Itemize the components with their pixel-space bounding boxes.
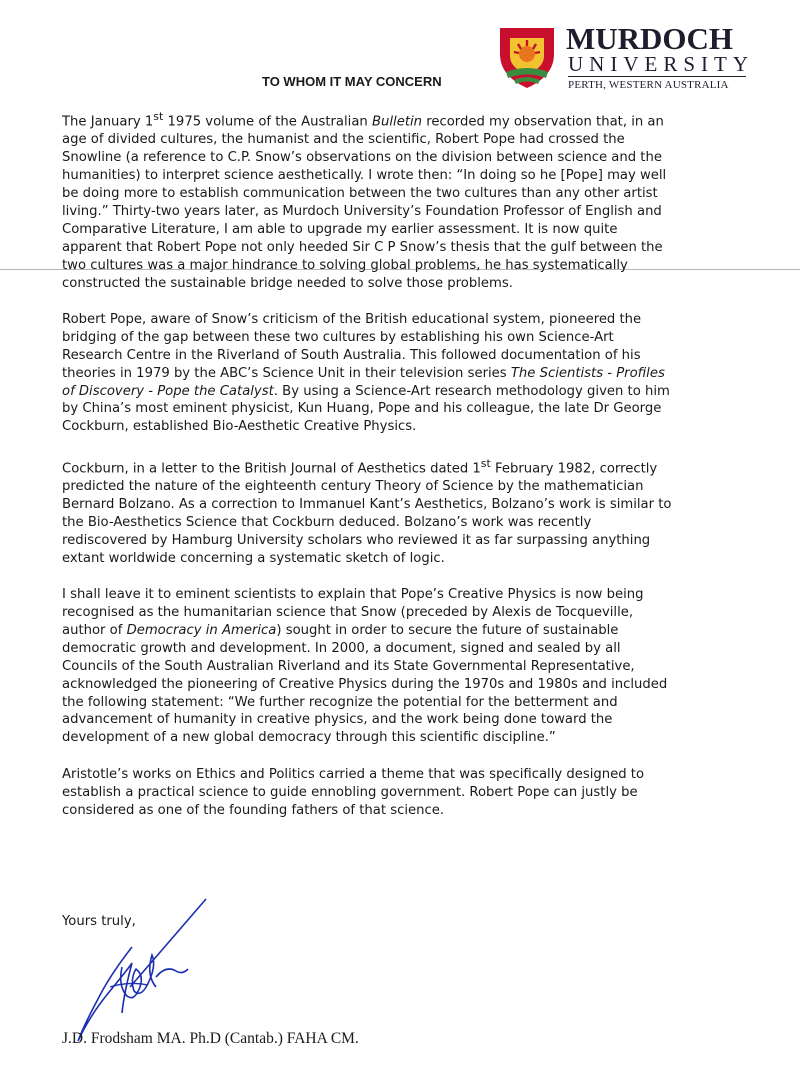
paragraph-5 <box>62 766 674 820</box>
p1-superscript: st <box>153 110 164 123</box>
university-crest-icon <box>496 24 558 92</box>
p3-text-b: February 1982, correctly predicted the nature of the eighteenth century Theory of Science by the mathematician Bernard Bolzano. As a correction to Immanuel Kant’s Aesthetics, Bolzano’s work is similar to the Bio-Aesthetics Science that Cockburn deduced. Bolzano’s work was recently rediscovered by Hamburg University scholars who reviewed it as far surpassing anything extant worldwide concerning a systematic sketch of logic. <box>62 461 672 566</box>
salutation: TO WHOM IT MAY CONCERN <box>262 74 442 89</box>
logo-location: PERTH, WESTERN AUSTRALIA <box>568 79 729 91</box>
closing: Yours truly, <box>62 914 136 929</box>
logo-name: MURDOCH <box>566 21 734 56</box>
p3-text-a: Cockburn, in a letter to the British Journal of Aesthetics dated 1 <box>62 461 481 477</box>
paragraph-4 <box>62 586 674 747</box>
p5-text-a: Aristotle’s works on Ethics and Politics carried a theme that was specifically designed to establish a practical science to guide ennobling government. Robert Pope can justly be considered as one of the founding fathers of that science. <box>62 766 645 818</box>
p2-italic: The Scientists - Profiles of Discovery - Pope the Catalyst <box>62 365 665 399</box>
p1-italic: Bulletin <box>371 114 423 130</box>
paragraph-2 <box>62 311 674 436</box>
university-letterhead <box>492 22 752 94</box>
p1-text-b: 1975 volume of the Australian <box>163 114 372 130</box>
letter-body <box>62 108 674 838</box>
p2-text-a: Robert Pope, aware of Snow’s criticism of the British educational system, pioneered the bridging of the gap between these two cultures by establishing his own Science-Art Research Centre in the Riverland of South Australia. This followed documentation of his theories in 1979 by the ABC’s Science Unit in their television series <box>62 311 642 381</box>
logo-divider <box>568 76 746 77</box>
p1-text-c: recorded my observation that, in an age of divided cultures, the humanist and the scientific, Robert Pope had crossed the Snowline (a reference to C.P. Snow’s observations on the division between science and the humanities) to interpret science aesthetically. I wrote then: “In doing so he [Pope] may well be doing more to establish communication between the two cultures than any other artist living.” Thirty-two years later, as Murdoch University’s Foundation Professor of English and Comparative Literature, I am able to upgrade my earlier assessment. It is now quite apparent that Robert Pope not only heeded Sir C P Snow’s thesis that the gulf between the two cultures was a major hindrance to solving global problems, he has systematically constructed the sustainable bridge needed to solve those problems. <box>62 114 667 291</box>
p4-text-b: ) sought in order to secure the future of sustainable democratic growth and development. In 2000, a document, signed and sealed by all Councils of the South Australian Riverland and its State Governmental Representative, acknowledged the pioneering of Creative Physics during the 1970s and 1980s and included the following statement: “We further recognize the potential for the betterment and advancement of humanity in creative physics, and the work being done toward the development of a new global democracy through this scientific discipline.” <box>62 622 668 746</box>
p4-italic: Democracy in America <box>126 622 277 638</box>
signatory-name: J.D. Frodsham MA. Ph.D (Cantab.) FAHA CM. <box>62 1030 359 1047</box>
p4-text-a: I shall leave it to eminent scientists to explain that Pope’s Creative Physics is now being recognised as the humanitarian science that Snow (preceded by Alexis de Tocqueville, author of <box>62 587 644 638</box>
p2-text-b: . By using a Science-Art research methodology given to him by China’s most eminent physicist, Kun Huang, Pope and his colleague, the late Dr George Cockburn, established Bio-Aesthetic Creative Physics. <box>62 383 670 435</box>
signature-icon <box>70 895 220 1045</box>
paragraph-1 <box>62 108 674 292</box>
paragraph-3 <box>62 455 674 568</box>
p1-text-a: The January 1 <box>62 114 154 130</box>
p3-superscript: st <box>480 456 491 470</box>
logo-university: UNIVERSITY <box>568 52 754 76</box>
